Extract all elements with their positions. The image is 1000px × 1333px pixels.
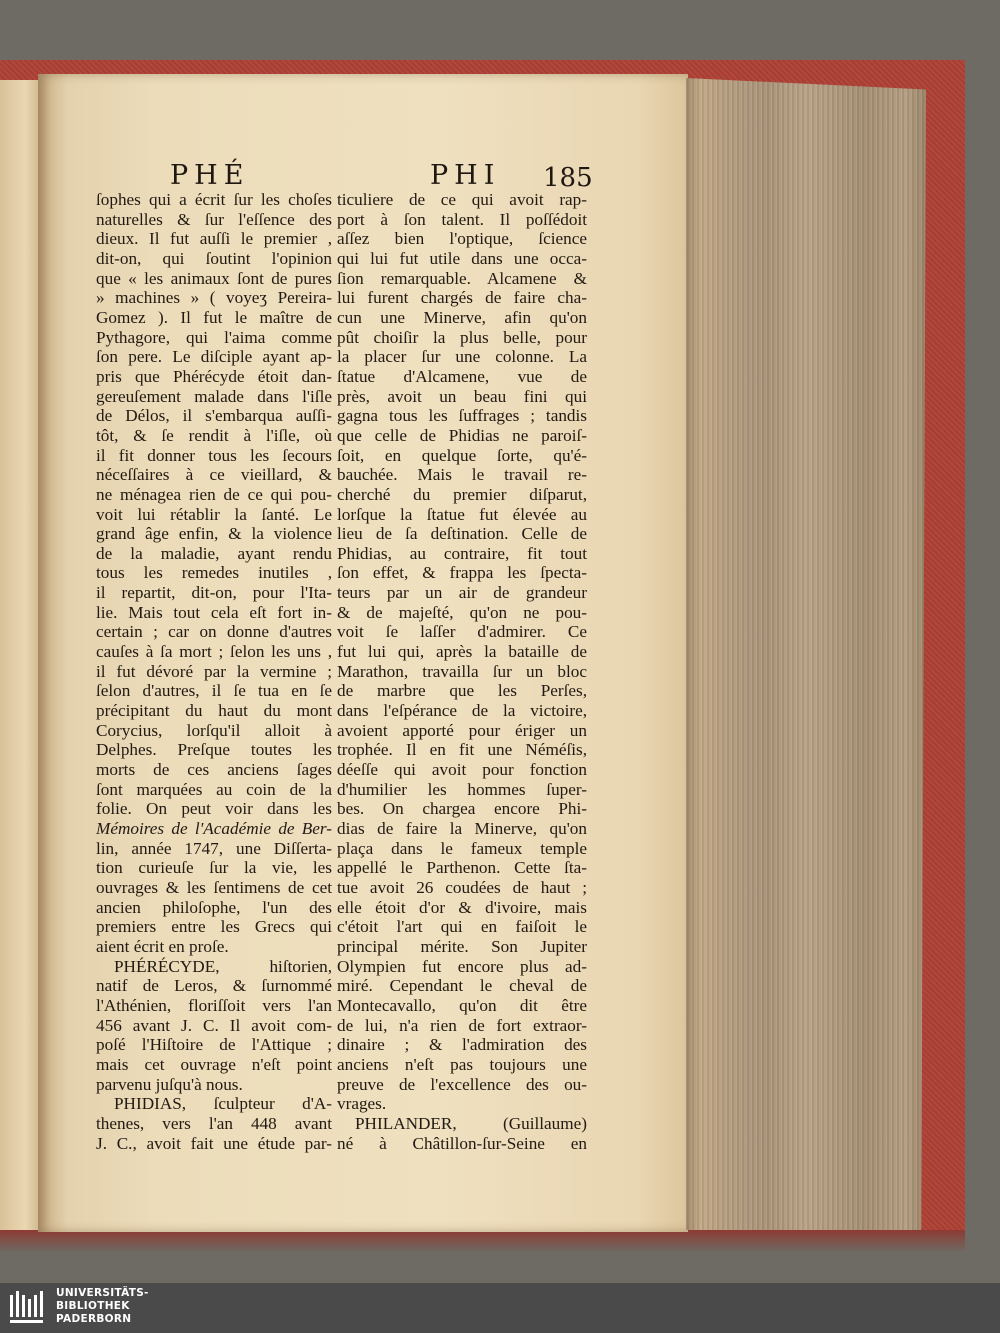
- text-line: preuve de l'excellence des ou-: [337, 1074, 587, 1094]
- text-line: lieu de ſa deſtination. Celle de: [337, 524, 587, 544]
- text-line: Marathon, travailla ſur un bloc: [337, 661, 587, 681]
- library-name-line2: BIBLIOTHEK: [56, 1300, 130, 1312]
- text-line: il repartit, dit-on, pour l'Ita-: [96, 583, 332, 603]
- text-line: 456 avant J. C. Il avoit com-: [96, 1015, 332, 1035]
- text-line: & de majeſté, qu'on ne pou-: [337, 602, 587, 622]
- text-line: natif de Leros, & ſurnommé: [96, 976, 332, 996]
- page-number: 185: [543, 163, 593, 193]
- text-line: Olympien fut encore plus ad-: [337, 956, 587, 976]
- text-line: qui lui fut utile dans une occa-: [337, 248, 587, 268]
- running-header-right: PHI: [430, 160, 501, 191]
- text-line: Pythagore, qui l'aima comme: [96, 327, 332, 347]
- text-line: appellé le Parthenon. Cette ſta-: [337, 858, 587, 878]
- text-line: certain ; car on donne d'autres: [96, 622, 332, 642]
- text-line: dit-on, qui ſoutint l'opinion: [96, 248, 332, 268]
- text-line: avoient apporté pour ériger un: [337, 720, 587, 740]
- text-line: lorſque la ſtatue fut élevée au: [337, 504, 587, 524]
- text-line: tion curieuſe ſur la vie, les: [96, 858, 332, 878]
- text-line: naturelles & ſur l'eſſence des: [96, 209, 332, 229]
- text-line: né à Châtillon-ſur-Seine en: [337, 1133, 587, 1153]
- text-line: aient écrit en proſe.: [96, 936, 229, 956]
- text-line: déeſſe qui avoit pour fonction: [337, 760, 587, 780]
- text-line: ne ménagea rien de ce qui pou-: [96, 484, 332, 504]
- text-line: cherché du premier diſparut,: [337, 484, 587, 504]
- library-name-line1: UNIVERSITÄTS-: [56, 1287, 149, 1299]
- text-line: lie. Mais tout cela eſt fort in-: [96, 602, 332, 622]
- text-line: dinaire ; & l'admiration des: [337, 1035, 587, 1055]
- text-line: thenes, vers l'an 448 avant: [96, 1113, 332, 1133]
- text-line: que celle de Phidias ne paroiſ-: [337, 425, 587, 445]
- text-line: dans l'eſpérance de la victoire,: [337, 701, 587, 721]
- text-line: pris que Phérécyde étoit dan-: [96, 366, 332, 386]
- text-line: d'humilier les hommes ſuper-: [337, 779, 587, 799]
- text-line: » machines » ( voyeʒ Pereira-: [96, 288, 332, 308]
- text-line: de la maladie, ayant rendu: [96, 543, 332, 563]
- text-line: teurs par un air de grandeur: [337, 583, 587, 603]
- text-line: ſont marquées au coin de la: [96, 779, 332, 799]
- text-line: Corycius, lorſqu'il alloit à: [96, 720, 332, 740]
- text-line: fut lui qui, après la bataille de: [337, 642, 587, 662]
- text-line: l'Athénien, floriſſoit vers l'an: [96, 995, 332, 1015]
- text-line: près, avoit un beau fini qui: [337, 386, 587, 406]
- text-line: la placer ſur une colonne. La: [337, 347, 587, 367]
- page-fore-edge: [686, 78, 926, 1230]
- text-line: morts de ces anciens ſages: [96, 760, 332, 780]
- text-column-right: [337, 190, 587, 1153]
- text-line: ſelon d'autres, il ſe tua en ſe: [96, 681, 332, 701]
- text-line: bauchée. Mais le travail re-: [337, 465, 587, 485]
- text-line: ſtatue d'Alcamene, vue de: [337, 366, 587, 386]
- text-line: parvenu juſqu'à nous.: [96, 1074, 243, 1094]
- text-line: dias de faire la Minerve, qu'on: [337, 819, 587, 838]
- text-line: voit ſe laſſer d'admirer. Ce: [337, 622, 587, 642]
- text-line: J. C., avoit fait une étude par-: [96, 1133, 332, 1153]
- text-line: ſon effet, & frappa les ſpecta-: [337, 563, 587, 583]
- text-line: cun une Minerve, afin qu'on: [337, 307, 587, 327]
- text-line: grand âge enfin, & la violence: [96, 524, 332, 544]
- text-line: tous les remedes inutiles ,: [96, 563, 332, 583]
- text-line: trophée. Il en fit une Néméſis,: [337, 740, 587, 760]
- text-line: c'étoit l'art qui en faiſoit le: [337, 917, 587, 937]
- text-line: port à ſon talent. Il poſſédoit: [337, 209, 587, 229]
- library-logo-icon: [8, 1289, 50, 1327]
- text-line: ſon pere. Le diſciple ayant ap-: [96, 347, 332, 367]
- text-line: pût choiſir la plus belle, pour: [337, 327, 587, 347]
- text-line: lin, année 1747, une Diſſerta-: [96, 838, 332, 858]
- text-line: précipitant du haut du mont: [96, 701, 332, 721]
- text-line: folie. On peut voir dans les: [96, 799, 332, 819]
- text-line: ſoit, en quelque ſorte, qu'é-: [337, 445, 587, 465]
- entry-heading-pherecyde: PHÉRÉCYDE, hiſtorien,: [114, 956, 332, 976]
- text-line: ouvrages & les ſentimens de cet: [96, 877, 332, 897]
- entry-heading-phidias: PHIDIAS, ſculpteur d'A-: [114, 1094, 332, 1114]
- text-line: ticuliere de ce qui avoit rap-: [337, 190, 587, 209]
- text-line: Gomez ). Il fut le maître de: [96, 307, 332, 327]
- text-line: tôt, & ſe rendit à l'iſle, où: [96, 425, 332, 445]
- text-line: de lui, n'a rien de fort extraor-: [337, 1015, 587, 1035]
- text-line: plaça dans le fameux temple: [337, 838, 587, 858]
- text-column-left: [96, 190, 332, 1153]
- text-line: tue avoit 26 coudées de haut ;: [337, 877, 587, 897]
- text-line: néceſſaires à ce vieillard, &: [96, 465, 332, 485]
- text-line: cauſes à ſa mort ; ſelon les uns ,: [96, 642, 332, 662]
- text-line: il fit donner tous les ſecours: [96, 445, 332, 465]
- left-page-edge: [0, 80, 42, 1230]
- entry-heading-philander: PHILANDER, (Guillaume): [355, 1113, 587, 1133]
- text-line: Delphes. Preſque toutes les: [96, 740, 332, 760]
- text-line: poſé l'Hiſtoire de l'Attique ;: [96, 1035, 332, 1055]
- library-name-line3: PADERBORN: [56, 1313, 132, 1325]
- text-line: aſſez bien l'optique, ſcience: [337, 229, 587, 249]
- text-line: principal mérite. Son Jupiter: [337, 936, 587, 956]
- text-line: de marbre que les Perſes,: [337, 681, 587, 701]
- text-line: ſion remarquable. Alcamene &: [337, 268, 587, 288]
- text-line: lui furent chargés de faire cha-: [337, 288, 587, 308]
- library-name: [56, 1287, 149, 1326]
- fore-edge-shadow: [686, 78, 700, 1230]
- text-line: que « les animaux ſont de pures: [96, 268, 332, 288]
- text-line: gagna tous les ſuffrages ; tandis: [337, 406, 587, 426]
- text-line: miré. Cependant le cheval de: [337, 976, 587, 996]
- text-line: elle étoit d'or & d'ivoire, mais: [337, 897, 587, 917]
- text-line: vrages.: [337, 1094, 387, 1114]
- text-line: gereuſement malade dans l'iſle: [96, 386, 332, 406]
- text-line: de Délos, il s'embarqua auſſi-: [96, 406, 332, 426]
- text-line: Mémoires de l'Académie de Ber-: [96, 819, 332, 838]
- text-line: il fut dévoré par la vermine ;: [96, 661, 332, 681]
- text-line: ſophes qui a écrit ſur les choſes: [96, 190, 332, 209]
- library-footer-bar: [0, 1283, 1000, 1333]
- text-line: Montecavallo, qu'on dit être: [337, 995, 587, 1015]
- text-line: bes. On chargea encore Phi-: [337, 799, 587, 819]
- running-header-left: PHÉ: [170, 160, 250, 191]
- text-line: ancien philoſophe, l'un des: [96, 897, 332, 917]
- text-line: voit lui rétablir la ſanté. Le: [96, 504, 332, 524]
- text-line: anciens n'eſt pas toujours une: [337, 1054, 587, 1074]
- text-line: Phidias, au contraire, fit tout: [337, 543, 587, 563]
- text-line: mais cet ouvrage n'eſt point: [96, 1054, 332, 1074]
- cover-shadow: [0, 1230, 965, 1252]
- text-line: dieux. Il fut auſſi le premier ,: [96, 229, 332, 249]
- text-line: premiers entre les Grecs qui: [96, 917, 332, 937]
